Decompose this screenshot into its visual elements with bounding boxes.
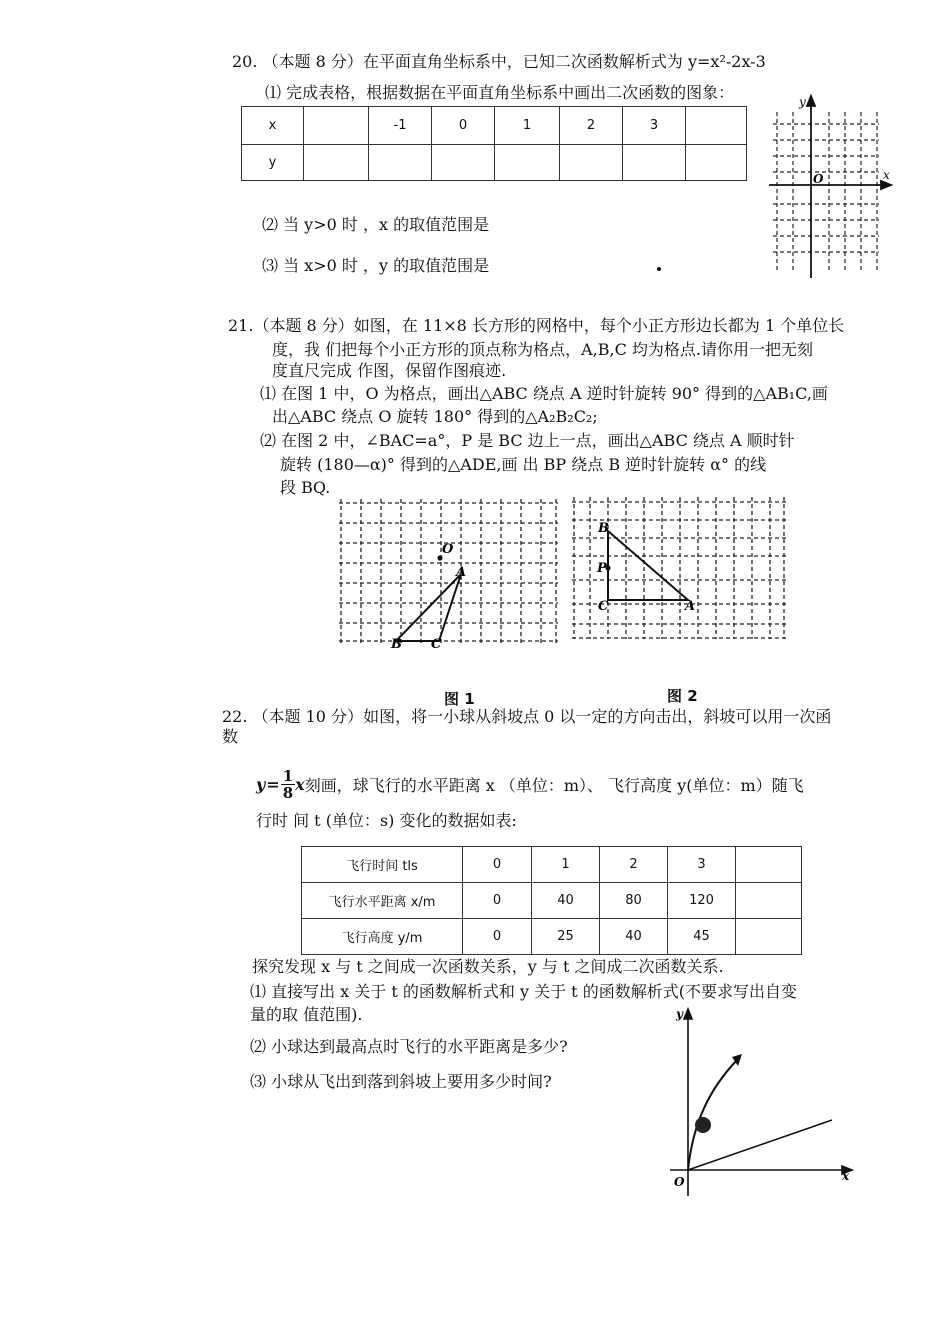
q21-line6: ⑵ 在图 2 中，∠BAC=a°，P 是 BC 边上一点，画出△ABC 绕点 A 顺时针 bbox=[260, 431, 795, 450]
triangle-abc-fig1 bbox=[396, 574, 461, 641]
fig2-label-c: C bbox=[598, 599, 609, 614]
eq-fraction bbox=[281, 768, 295, 801]
q22-flight-table bbox=[301, 846, 802, 955]
cell-x-2: 80 bbox=[600, 883, 668, 919]
q22-line1b: 数 bbox=[222, 727, 239, 746]
cell-y-2[interactable] bbox=[432, 145, 495, 181]
cell-y-6[interactable] bbox=[686, 145, 747, 181]
q20-origin-label: O bbox=[813, 172, 824, 186]
cell-x-1[interactable]: -1 bbox=[369, 107, 432, 145]
q20-dot-mark bbox=[657, 267, 661, 271]
triangle-abc-fig2 bbox=[608, 531, 688, 600]
q21-figure-2 bbox=[570, 494, 790, 646]
q21-line3: 度直尺完成 作图，保留作图痕迹. bbox=[272, 361, 507, 380]
q21-line1: 21.（本题 8 分）如图，在 11×8 长方形的网格中，每个小正方形边长都为 1 个单位长 bbox=[228, 316, 845, 335]
eq-equals: = bbox=[266, 774, 280, 794]
cell-x-2[interactable]: 0 bbox=[432, 107, 495, 145]
q20-title: 20. （本题 8 分）在平面直角坐标系中，已知二次函数解析式为 y=x²-2x-3 bbox=[232, 52, 766, 71]
q22-axis-y-label: y bbox=[676, 1007, 683, 1021]
row-label-distance: 飞行水平距离 x/m bbox=[302, 883, 463, 919]
cell-t-4[interactable] bbox=[736, 847, 802, 883]
row-label-height: 飞行高度 y/m bbox=[302, 919, 463, 955]
cell-x-0[interactable] bbox=[304, 107, 369, 145]
fig2-label-a: A bbox=[685, 599, 696, 614]
row-label-x: x bbox=[242, 107, 304, 145]
cell-x-4[interactable] bbox=[736, 883, 802, 919]
fig1-caption: 图 1 bbox=[444, 690, 475, 708]
cell-y-0[interactable] bbox=[304, 145, 369, 181]
q22-part3: ⑶ 小球从飞出到落到斜坡上要用多少时间? bbox=[250, 1072, 552, 1091]
q21-line2: 度，我 们把每个小正方形的顶点称为格点，A,B,C 均为格点.请你用一把无刻 bbox=[272, 340, 813, 359]
q22-line2: 刻画，球飞行的水平距离 x （单位：m）、 飞行高度 y(单位：m）随飞 bbox=[304, 775, 804, 795]
cell-t-2: 2 bbox=[600, 847, 668, 883]
cell-x-3: 120 bbox=[668, 883, 736, 919]
q20-part1: ⑴ 完成表格，根据数据在平面直角坐标系中画出二次函数的图象： bbox=[265, 83, 735, 102]
q22-slope-equation bbox=[256, 762, 804, 806]
q20-part3: ⑶ 当 x>0 时 ，y 的取值范围是 bbox=[262, 256, 490, 275]
q21-figure-1 bbox=[338, 496, 562, 648]
cell-x-0: 0 bbox=[463, 883, 532, 919]
cell-t-3: 3 bbox=[668, 847, 736, 883]
cell-x-5[interactable]: 3 bbox=[623, 107, 686, 145]
q21-line8: 段 BQ. bbox=[280, 478, 331, 497]
fig2-caption: 图 2 bbox=[667, 687, 698, 705]
q22-line1: 22. （本题 10 分）如图，将一小球从斜坡点 0 以一定的方向击出，斜坡可以用一次函 bbox=[222, 707, 832, 726]
cell-y-4[interactable] bbox=[560, 145, 623, 181]
fig1-label-c: C bbox=[431, 637, 442, 648]
cell-h-4[interactable] bbox=[736, 919, 802, 955]
cell-h-1: 25 bbox=[532, 919, 600, 955]
cell-y-5[interactable] bbox=[623, 145, 686, 181]
q21-line4: ⑴ 在图 1 中，O 为格点，画出△ABC 绕点 A 逆时针旋转 90° 得到的△AB₁C,画 bbox=[260, 384, 828, 403]
cell-x-3[interactable]: 1 bbox=[495, 107, 560, 145]
cell-h-3: 45 bbox=[668, 919, 736, 955]
q21-line5: 出△ABC 绕点 O 旋转 180° 得到的△A₂B₂C₂; bbox=[272, 407, 598, 426]
row-label-time: 飞行时间 tls bbox=[302, 847, 463, 883]
q22-line3: 行时 间 t (单位：s) 变化的数据如表: bbox=[256, 811, 517, 830]
q22-explore: 探究发现 x 与 t 之间成一次函数关系，y 与 t 之间成二次函数关系. bbox=[252, 957, 724, 976]
q21-line7: 旋转 (180—α)° 得到的△ADE,画 出 BP 绕点 B 逆时针旋转 α° 的线 bbox=[280, 455, 767, 474]
q20-coordinate-grid bbox=[765, 92, 895, 282]
fig2-label-b: B bbox=[598, 521, 609, 536]
cell-h-0: 0 bbox=[463, 919, 532, 955]
q20-value-table bbox=[241, 106, 747, 181]
q22-part1a: ⑴ 直接写出 x 关于 t 的函数解析式和 y 关于 t 的函数解析式(不要求写出自变 bbox=[250, 982, 797, 1001]
cell-x-1: 40 bbox=[532, 883, 600, 919]
ball-icon bbox=[695, 1117, 711, 1133]
eq-denominator: 8 bbox=[282, 783, 294, 802]
eq-numerator: 1 bbox=[282, 766, 294, 785]
q22-origin-label: O bbox=[674, 1175, 685, 1189]
cell-x-4[interactable]: 2 bbox=[560, 107, 623, 145]
q22-trajectory-figure bbox=[660, 1004, 860, 1204]
cell-t-1: 1 bbox=[532, 847, 600, 883]
cell-h-2: 40 bbox=[600, 919, 668, 955]
eq-x: x bbox=[295, 774, 305, 794]
q20-axis-y-label: y bbox=[799, 95, 806, 109]
eq-y: y bbox=[256, 774, 266, 794]
fig1-label-o: O bbox=[442, 542, 454, 557]
fig2-label-p: P bbox=[597, 561, 607, 576]
cell-y-3[interactable] bbox=[495, 145, 560, 181]
q20-axis-x-label: x bbox=[883, 168, 890, 182]
cell-x-6[interactable] bbox=[686, 107, 747, 145]
fig1-label-a: A bbox=[456, 565, 467, 580]
q22-axis-x-label: x bbox=[842, 1169, 850, 1183]
q20-part2: ⑵ 当 y>0 时 ，x 的取值范围是 bbox=[262, 215, 490, 234]
q22-part2: ⑵ 小球达到最高点时飞行的水平距离是多少? bbox=[250, 1037, 568, 1056]
q22-part1b: 量的取 值范围). bbox=[250, 1005, 363, 1024]
ball-trajectory bbox=[688, 1059, 738, 1170]
fig1-label-b: B bbox=[391, 637, 402, 648]
row-label-y: y bbox=[242, 145, 304, 181]
cell-y-1[interactable] bbox=[369, 145, 432, 181]
cell-t-0: 0 bbox=[463, 847, 532, 883]
